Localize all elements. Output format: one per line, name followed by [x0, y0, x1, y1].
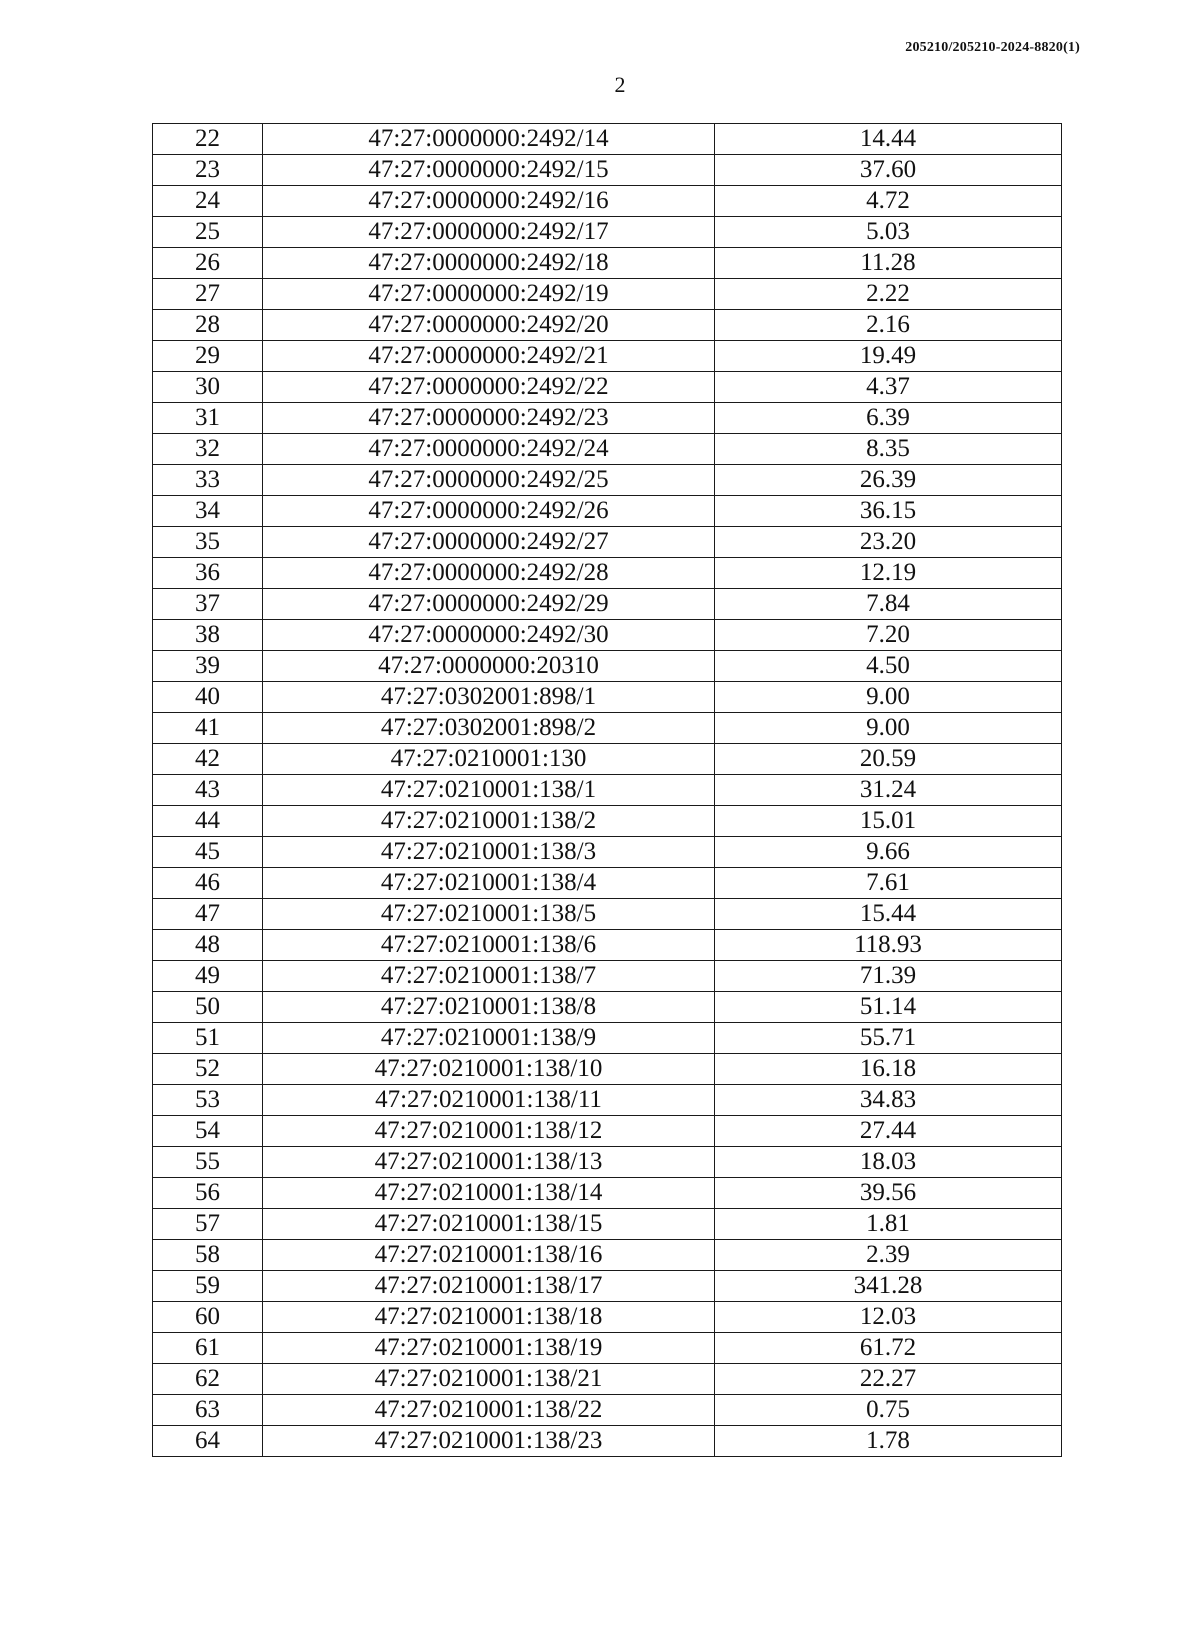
- area-cell: 7.61: [715, 868, 1062, 899]
- table-row: [153, 775, 1062, 806]
- area-cell: 23.20: [715, 527, 1062, 558]
- row-number-cell: 25: [153, 217, 263, 248]
- parcel-table-body: [153, 124, 1062, 1457]
- cadastral-number-cell: 47:27:0000000:2492/18: [263, 248, 715, 279]
- table-row: [153, 279, 1062, 310]
- table-row: [153, 1302, 1062, 1333]
- cadastral-number-cell: 47:27:0210001:138/9: [263, 1023, 715, 1054]
- area-cell: 19.49: [715, 341, 1062, 372]
- row-number-cell: 52: [153, 1054, 263, 1085]
- table-row: [153, 403, 1062, 434]
- area-cell: 2.16: [715, 310, 1062, 341]
- cadastral-number-cell: 47:27:0210001:138/17: [263, 1271, 715, 1302]
- area-cell: 12.03: [715, 1302, 1062, 1333]
- table-row: [153, 186, 1062, 217]
- row-number-cell: 64: [153, 1426, 263, 1457]
- table-row: [153, 465, 1062, 496]
- cadastral-number-cell: 47:27:0210001:138/13: [263, 1147, 715, 1178]
- area-cell: 7.84: [715, 589, 1062, 620]
- row-number-cell: 31: [153, 403, 263, 434]
- area-cell: 1.81: [715, 1209, 1062, 1240]
- table-row: [153, 496, 1062, 527]
- area-cell: 4.37: [715, 372, 1062, 403]
- area-cell: 31.24: [715, 775, 1062, 806]
- area-cell: 20.59: [715, 744, 1062, 775]
- document-reference: 205210/205210-2024-8820(1): [905, 40, 1080, 55]
- table-row: [153, 1395, 1062, 1426]
- area-cell: 16.18: [715, 1054, 1062, 1085]
- row-number-cell: 50: [153, 992, 263, 1023]
- area-cell: 12.19: [715, 558, 1062, 589]
- area-cell: 37.60: [715, 155, 1062, 186]
- area-cell: 26.39: [715, 465, 1062, 496]
- area-cell: 39.56: [715, 1178, 1062, 1209]
- cadastral-number-cell: 47:27:0210001:138/4: [263, 868, 715, 899]
- row-number-cell: 37: [153, 589, 263, 620]
- area-cell: 341.28: [715, 1271, 1062, 1302]
- row-number-cell: 29: [153, 341, 263, 372]
- table-row: [153, 1085, 1062, 1116]
- table-row: [153, 1271, 1062, 1302]
- row-number-cell: 54: [153, 1116, 263, 1147]
- row-number-cell: 58: [153, 1240, 263, 1271]
- table-row: [153, 930, 1062, 961]
- cadastral-number-cell: 47:27:0210001:138/2: [263, 806, 715, 837]
- area-cell: 14.44: [715, 124, 1062, 155]
- table-row: [153, 155, 1062, 186]
- area-cell: 71.39: [715, 961, 1062, 992]
- area-cell: 15.01: [715, 806, 1062, 837]
- table-row: [153, 558, 1062, 589]
- area-cell: 11.28: [715, 248, 1062, 279]
- row-number-cell: 44: [153, 806, 263, 837]
- cadastral-number-cell: 47:27:0000000:2492/23: [263, 403, 715, 434]
- cadastral-number-cell: 47:27:0210001:138/12: [263, 1116, 715, 1147]
- area-cell: 0.75: [715, 1395, 1062, 1426]
- row-number-cell: 55: [153, 1147, 263, 1178]
- table-row: [153, 899, 1062, 930]
- table-row: [153, 434, 1062, 465]
- area-cell: 36.15: [715, 496, 1062, 527]
- row-number-cell: 24: [153, 186, 263, 217]
- cadastral-number-cell: 47:27:0210001:138/18: [263, 1302, 715, 1333]
- table-row: [153, 372, 1062, 403]
- area-cell: 22.27: [715, 1364, 1062, 1395]
- cadastral-number-cell: 47:27:0210001:138/6: [263, 930, 715, 961]
- table-row: [153, 620, 1062, 651]
- cadastral-number-cell: 47:27:0000000:2492/14: [263, 124, 715, 155]
- row-number-cell: 35: [153, 527, 263, 558]
- cadastral-number-cell: 47:27:0210001:138/11: [263, 1085, 715, 1116]
- row-number-cell: 38: [153, 620, 263, 651]
- cadastral-number-cell: 47:27:0210001:138/23: [263, 1426, 715, 1457]
- table-row: [153, 217, 1062, 248]
- cadastral-number-cell: 47:27:0210001:138/1: [263, 775, 715, 806]
- table-row: [153, 651, 1062, 682]
- cadastral-number-cell: 47:27:0000000:2492/19: [263, 279, 715, 310]
- table-row: [153, 1116, 1062, 1147]
- area-cell: 55.71: [715, 1023, 1062, 1054]
- row-number-cell: 48: [153, 930, 263, 961]
- cadastral-number-cell: 47:27:0000000:2492/16: [263, 186, 715, 217]
- table-row: [153, 248, 1062, 279]
- cadastral-number-cell: 47:27:0210001:138/10: [263, 1054, 715, 1085]
- area-cell: 2.39: [715, 1240, 1062, 1271]
- cadastral-number-cell: 47:27:0000000:2492/17: [263, 217, 715, 248]
- row-number-cell: 57: [153, 1209, 263, 1240]
- cadastral-number-cell: 47:27:0302001:898/1: [263, 682, 715, 713]
- area-cell: 2.22: [715, 279, 1062, 310]
- row-number-cell: 53: [153, 1085, 263, 1116]
- table-row: [153, 527, 1062, 558]
- row-number-cell: 34: [153, 496, 263, 527]
- cadastral-number-cell: 47:27:0000000:2492/28: [263, 558, 715, 589]
- cadastral-number-cell: 47:27:0000000:2492/26: [263, 496, 715, 527]
- row-number-cell: 22: [153, 124, 263, 155]
- table-row: [153, 837, 1062, 868]
- row-number-cell: 45: [153, 837, 263, 868]
- row-number-cell: 40: [153, 682, 263, 713]
- row-number-cell: 27: [153, 279, 263, 310]
- table-row: [153, 1178, 1062, 1209]
- cadastral-number-cell: 47:27:0000000:2492/15: [263, 155, 715, 186]
- row-number-cell: 28: [153, 310, 263, 341]
- row-number-cell: 49: [153, 961, 263, 992]
- table-row: [153, 124, 1062, 155]
- row-number-cell: 26: [153, 248, 263, 279]
- cadastral-number-cell: 47:27:0210001:138/8: [263, 992, 715, 1023]
- table-row: [153, 1209, 1062, 1240]
- cadastral-number-cell: 47:27:0210001:138/14: [263, 1178, 715, 1209]
- parcel-table: [152, 123, 1062, 1457]
- row-number-cell: 46: [153, 868, 263, 899]
- table-row: [153, 1426, 1062, 1457]
- area-cell: 6.39: [715, 403, 1062, 434]
- row-number-cell: 60: [153, 1302, 263, 1333]
- row-number-cell: 41: [153, 713, 263, 744]
- cadastral-number-cell: 47:27:0000000:2492/20: [263, 310, 715, 341]
- page-number: 2: [614, 72, 626, 97]
- row-number-cell: 62: [153, 1364, 263, 1395]
- row-number-cell: 36: [153, 558, 263, 589]
- cadastral-number-cell: 47:27:0000000:20310: [263, 651, 715, 682]
- row-number-cell: 61: [153, 1333, 263, 1364]
- table-row: [153, 992, 1062, 1023]
- cadastral-number-cell: 47:27:0210001:138/7: [263, 961, 715, 992]
- row-number-cell: 59: [153, 1271, 263, 1302]
- area-cell: 4.50: [715, 651, 1062, 682]
- area-cell: 7.20: [715, 620, 1062, 651]
- cadastral-number-cell: 47:27:0000000:2492/27: [263, 527, 715, 558]
- area-cell: 4.72: [715, 186, 1062, 217]
- table-row: [153, 1054, 1062, 1085]
- area-cell: 5.03: [715, 217, 1062, 248]
- table-row: [153, 806, 1062, 837]
- row-number-cell: 51: [153, 1023, 263, 1054]
- cadastral-number-cell: 47:27:0302001:898/2: [263, 713, 715, 744]
- table-row: [153, 310, 1062, 341]
- area-cell: 15.44: [715, 899, 1062, 930]
- row-number-cell: 32: [153, 434, 263, 465]
- row-number-cell: 33: [153, 465, 263, 496]
- row-number-cell: 23: [153, 155, 263, 186]
- table-row: [153, 1147, 1062, 1178]
- row-number-cell: 30: [153, 372, 263, 403]
- cadastral-number-cell: 47:27:0210001:138/15: [263, 1209, 715, 1240]
- cadastral-number-cell: 47:27:0210001:130: [263, 744, 715, 775]
- row-number-cell: 43: [153, 775, 263, 806]
- row-number-cell: 39: [153, 651, 263, 682]
- area-cell: 9.00: [715, 682, 1062, 713]
- table-row: [153, 341, 1062, 372]
- table-row: [153, 868, 1062, 899]
- table-row: [153, 1333, 1062, 1364]
- cadastral-number-cell: 47:27:0000000:2492/22: [263, 372, 715, 403]
- table-row: [153, 744, 1062, 775]
- area-cell: 34.83: [715, 1085, 1062, 1116]
- table-row: [153, 682, 1062, 713]
- cadastral-number-cell: 47:27:0210001:138/5: [263, 899, 715, 930]
- table-row: [153, 713, 1062, 744]
- table-row: [153, 589, 1062, 620]
- area-cell: 1.78: [715, 1426, 1062, 1457]
- cadastral-number-cell: 47:27:0000000:2492/24: [263, 434, 715, 465]
- area-cell: 118.93: [715, 930, 1062, 961]
- table-row: [153, 961, 1062, 992]
- row-number-cell: 56: [153, 1178, 263, 1209]
- cadastral-number-cell: 47:27:0210001:138/19: [263, 1333, 715, 1364]
- cadastral-number-cell: 47:27:0210001:138/16: [263, 1240, 715, 1271]
- table-row: [153, 1240, 1062, 1271]
- area-cell: 27.44: [715, 1116, 1062, 1147]
- row-number-cell: 63: [153, 1395, 263, 1426]
- area-cell: 51.14: [715, 992, 1062, 1023]
- cadastral-number-cell: 47:27:0000000:2492/21: [263, 341, 715, 372]
- cadastral-number-cell: 47:27:0210001:138/21: [263, 1364, 715, 1395]
- area-cell: 18.03: [715, 1147, 1062, 1178]
- cadastral-number-cell: 47:27:0210001:138/22: [263, 1395, 715, 1426]
- cadastral-number-cell: 47:27:0000000:2492/29: [263, 589, 715, 620]
- area-cell: 8.35: [715, 434, 1062, 465]
- cadastral-number-cell: 47:27:0210001:138/3: [263, 837, 715, 868]
- area-cell: 9.66: [715, 837, 1062, 868]
- cadastral-number-cell: 47:27:0000000:2492/25: [263, 465, 715, 496]
- row-number-cell: 42: [153, 744, 263, 775]
- table-row: [153, 1364, 1062, 1395]
- area-cell: 61.72: [715, 1333, 1062, 1364]
- cadastral-number-cell: 47:27:0000000:2492/30: [263, 620, 715, 651]
- area-cell: 9.00: [715, 713, 1062, 744]
- row-number-cell: 47: [153, 899, 263, 930]
- table-row: [153, 1023, 1062, 1054]
